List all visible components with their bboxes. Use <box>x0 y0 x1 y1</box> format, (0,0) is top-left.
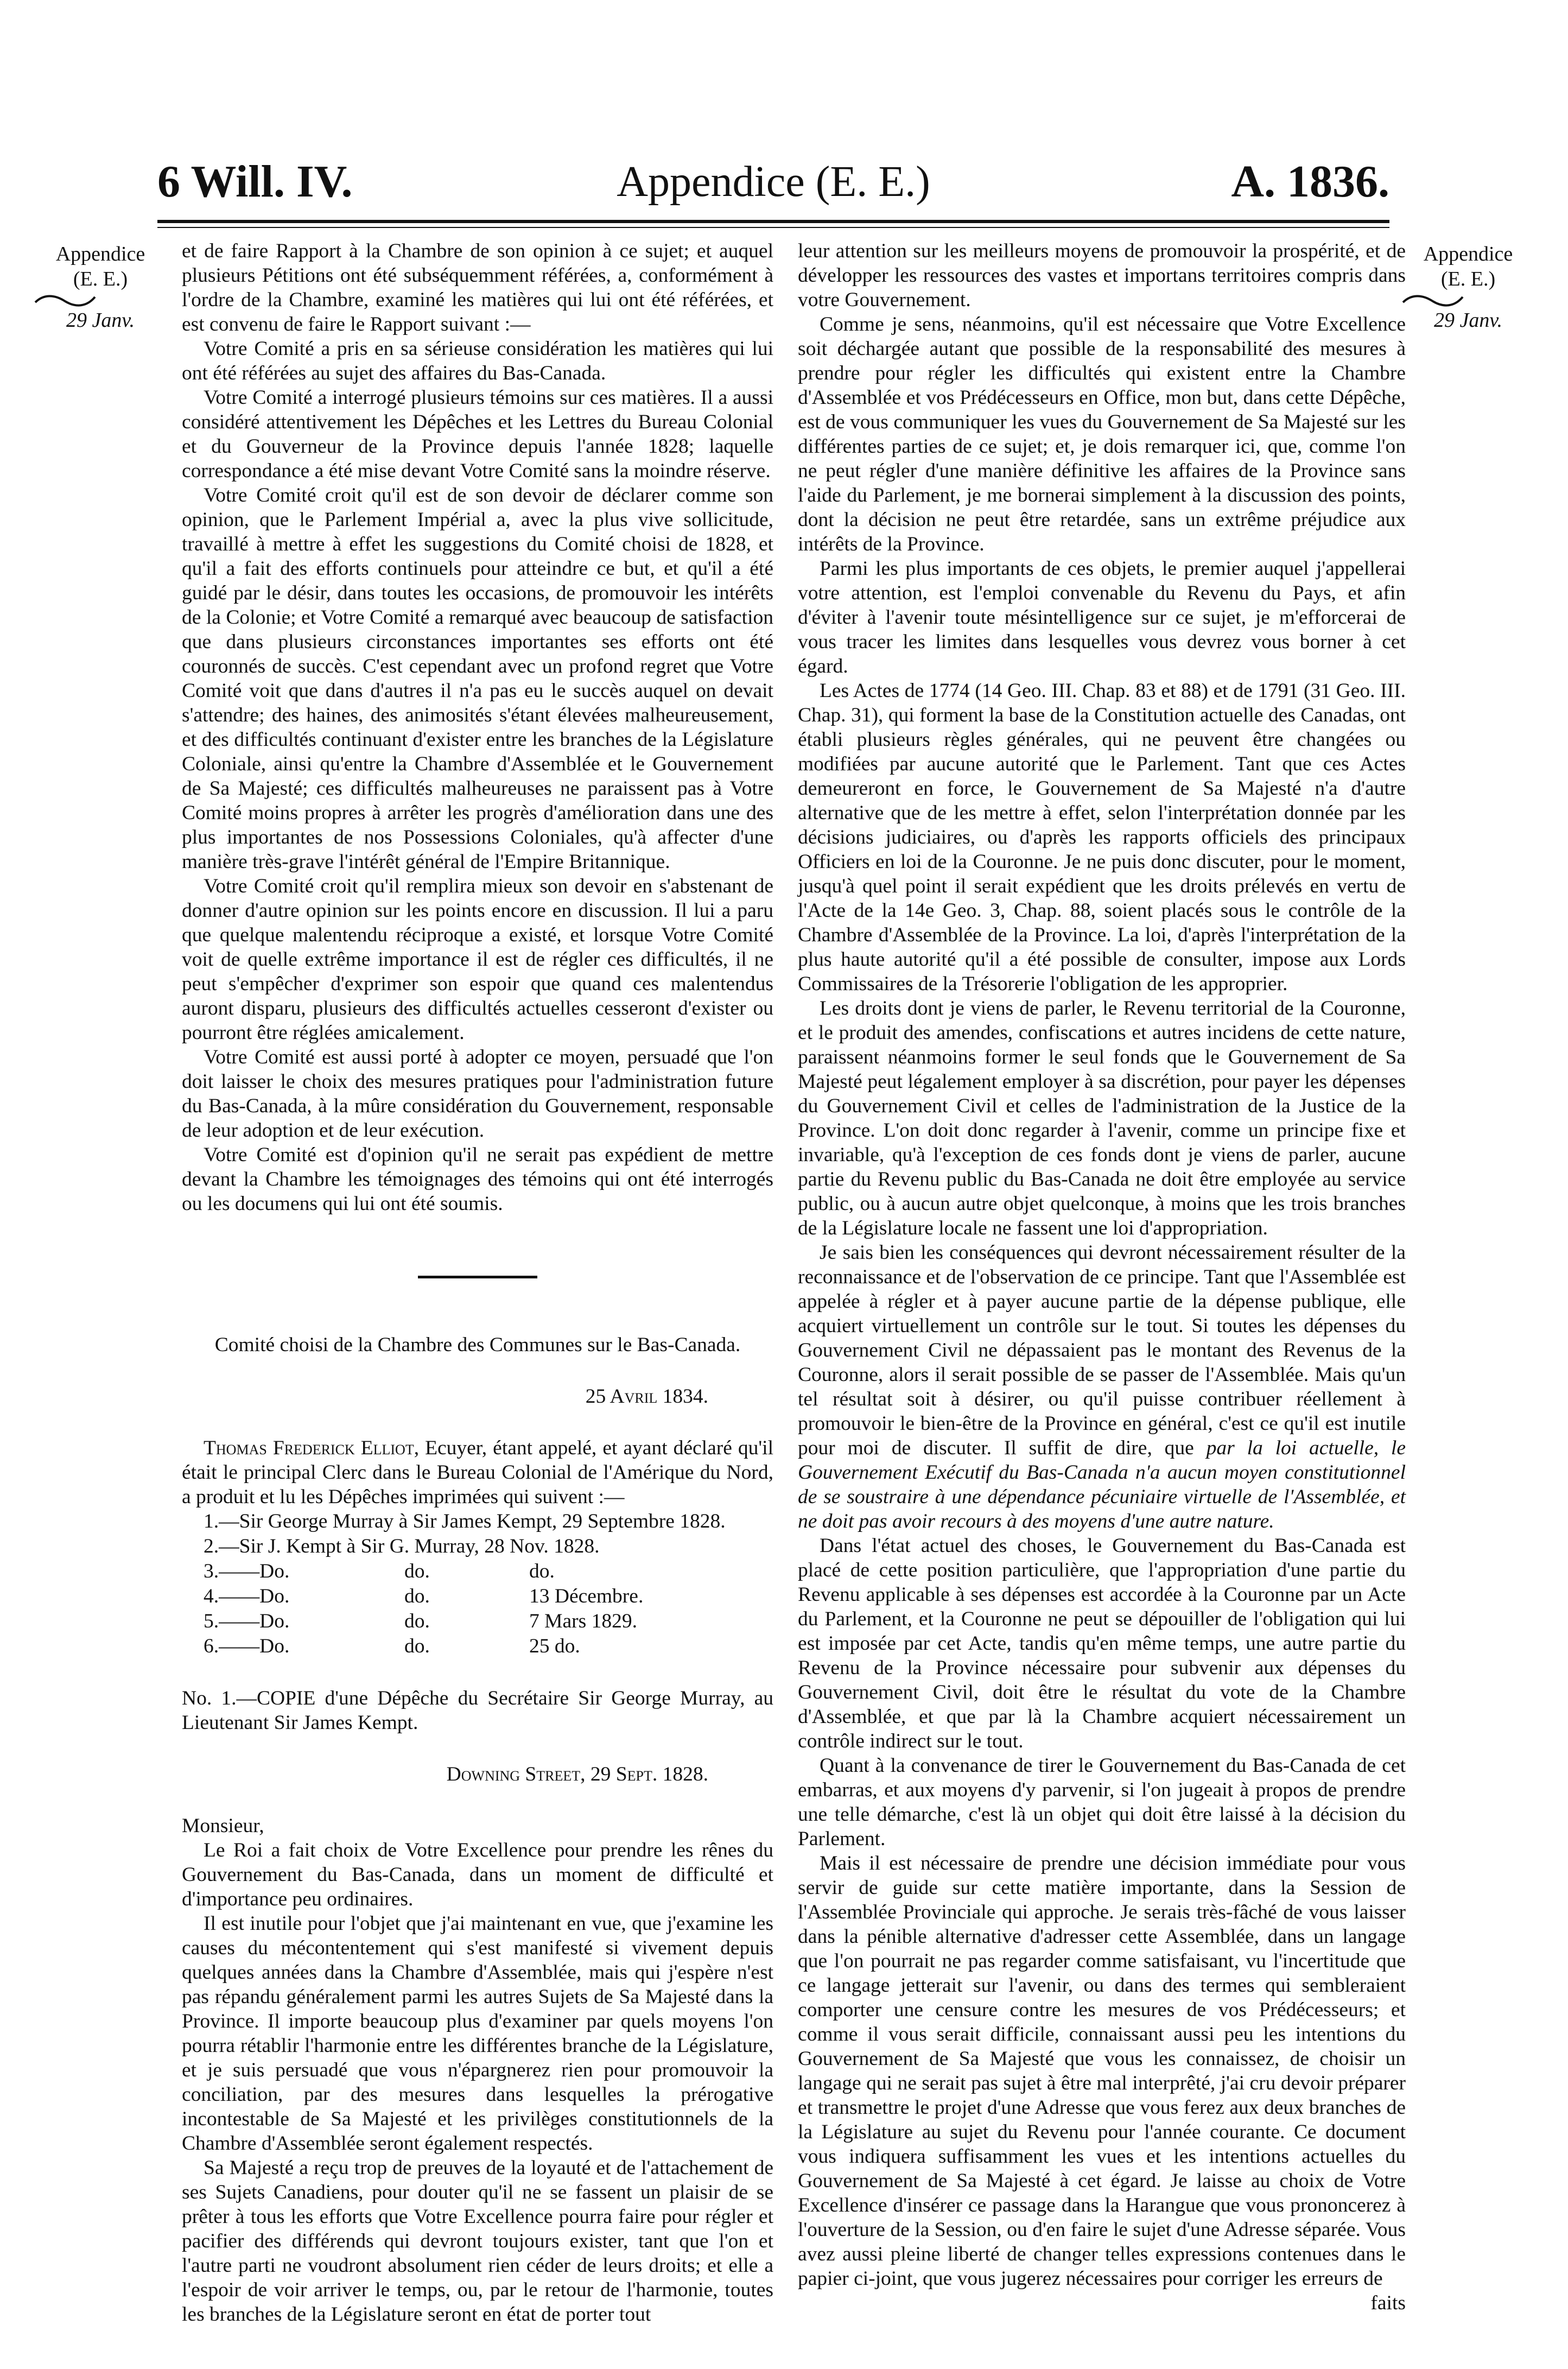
header-year: A. 1836. <box>1231 156 1389 207</box>
margin-note-right <box>1400 242 1536 333</box>
witness-text: , Ecuyer, étant appelé, et ayant déclaré qu'il était le principal Clerc dans le Bureau Colonial de l'Amérique du Nord, a produit et lu les Dépêches imprimées qui suivent :— <box>182 1437 773 1508</box>
paragraph: Votre Comité a interrogé plusieurs témoins sur ces matières. Il a aussi considéré attentivement les Dépêches et les Lettres du Bureau Colonial et du Gouverneur de la Province depuis l'année 1828; laquelle correspondance a été mise devant Votre Comité sans la moindre réserve. <box>182 387 773 482</box>
list-item: 1.—Sir George Murray à Sir James Kempt, 29 Septembre 1828. <box>204 1510 726 1532</box>
swash-ornament-icon <box>1400 292 1465 308</box>
paragraph: Votre Comité croit qu'il est de son devoir de déclarer comme son opinion, que le Parlement Impérial a, avec la plus vive sollicitude, travaillé à mettre à effet les suggestions du Comité choisi de 1828, et qu'il a fait des efforts continuels pour atteindre ce but, et qu'il a été guidé par le désir, dans toutes les occasions, de promouvoir les intérêts de la Colonie; et Votre Comité a remarqué avec beaucoup de satisfaction que dans plusieurs circonstances importantes ses efforts ont été couronnés de succès. C'est cependant avec un profond regret que Votre Comité voit que dans d'autres il n'a pas eu le succès auquel on devait s'attendre; des haines, des animosités s'étant élevées malheureusement, et des difficultés continuant d'exister entre les branches de la Législature Coloniale, ainsi qu'entre la Chambre d'Assemblée et le Gouvernement de Sa Majesté; ces difficultés malheureuses ne paraissent pas à Votre Comité moins propres à arrêter les progrès d'amélioration dans une des plus importantes de nos Possessions Coloniales, qu'à affecter d'une manière très-grave l'intérêt général de l'Empire Britannique. <box>182 484 773 873</box>
list-item: 2.—Sir J. Kempt à Sir G. Murray, 28 Nov. 1828. <box>204 1535 600 1557</box>
margin-date: 29 Janv. <box>1434 309 1502 332</box>
header-rule-thin <box>157 227 1389 228</box>
paragraph: Parmi les plus importants de ces objets, le premier auquel j'appellerai votre attention, est l'emploi convenable du Revenu du Pays, et afin d'éviter à l'avenir toute mésintelligence sur ce sujet, je m'efforcerai de vous tracer les limites dans lesquelles vous devrez vous borner à cet égard. <box>798 558 1406 677</box>
witness-paragraph <box>182 1436 773 1509</box>
list-item: 4.——Do. do. 13 Décembre. <box>204 1585 644 1607</box>
paragraph: Dans l'état actuel des choses, le Gouvernement du Bas-Canada est placé de cette position particulière, que l'appropriation d'une partie du Revenu applicable à ses dépenses est accordée à la Couronne par un Acte du Parlement, et la Couronne ne peut se dépouiller de l'obligation qui lui est imposée par cet Acte, tandis qu'en même temps, une autre partie du Revenu de la Province nécessaire pour subvenir aux dépenses du Gouvernement Civil, doit être le résultat du vote de la Chambre d'Assemblée, et que par là la Chambre acquiert nécessairement un contrôle indirect sur le tout. <box>798 1535 1406 1752</box>
despatch-list <box>204 1509 773 1659</box>
paragraph: Sa Majesté a reçu trop de preuves de la loyauté et de l'attachement de ses Sujets Canadiens, pour douter qu'il ne se fassent un plaisir de se prêter à tous les efforts que Votre Excellence pourra faire pour régler et pacifier des différends qui devront toujours exister, tant que l'on et l'autre parti ne voudront absolument rien céder de leurs droits; et elle a l'espoir de voir arriver le temps, ou, par le retour de l'harmonie, toutes les branches de la Législature seront en état de porter tout <box>182 2157 773 2326</box>
header-rule-thick <box>157 220 1389 223</box>
salutation: Monsieur, <box>182 1815 264 1837</box>
paragraph: Votre Comité a pris en sa sérieuse considération les matières qui lui ont été référées au sujet des affaires du Bas-Canada. <box>182 338 773 384</box>
list-item: 3.——Do. do. do. <box>204 1560 555 1582</box>
paragraph: Mais il est nécessaire de prendre une décision immédiate pour vous servir de guide sur cette matière importante, dans la Session de l'Assemblée Provinciale qui approche. Je serais très-fâché de vous laisser dans la pénible alternative d'adresser cette Assemblée, dans un langage que l'on pourrait ne pas regarder comme satisfaisant, vu l'incertitude que ce langage jetterait sur l'avenir, ou dans des termes qui sembleraient comporter une censure contre les mesures de vos Prédécesseurs; et comme il vous serait difficile, connaissant aussi peu les intentions du Gouvernement de Sa Majesté que vous les connaissez, de choisir un langage qui ne serait pas sujet à être mal interprêté, j'ai cru devoir préparer et transmettre le projet d'une Adresse que vous ferez aux deux branches de la Législature au sujet du Revenu pour l'année courante. Ce document vous indiquera suffisamment les vues et les intentions actuelles du Gouvernement de Sa Majesté à cet égard. Je laisse au choix de Votre Excellence d'insérer ce passage dans la Harangue que vous prononcerez à l'ouverture de la Session, ou d'en faire le sujet d'une Adresse séparée. Vous avez aussi pleine liberté de changer telles expressions contenues dans le papier ci-joint, que vous jugerez nécessaires pour corriger les erreurs de <box>798 1852 1406 2290</box>
paragraph: Les Actes de 1774 (14 Geo. III. Chap. 83 et 88) et de 1791 (31 Geo. III. Chap. 31), qui forment la base de la Constitution actuelle des Canadas, ont établi plusieurs règles générales, qui ne peuvent être changées ou modifiées par aucune autorité que le Parlement. Tant que ces Actes demeureront en force, le Gouvernement de Sa Majesté n'a d'autre alternative que de les mettre à effet, selon l'interprétation donnée par les décisions judiciaires, ou d'après les rapports officiels des principaux Officiers en loi de la Couronne. Je ne puis donc discuter, pour le moment, jusqu'à quel point il serait expédient que les droits prélevés en vertu de l'Acte de la 14e Geo. 3, Chap. 88, soient placés sous le contrôle de la Chambre d'Assemblée de la Province. La loi, d'après l'interprétation de la plus haute autorité qu'il a été possible de consulter, impose aux Lords Commissaires de la Trésorerie l'obligation de les approprier. <box>798 680 1406 995</box>
paragraph: Comme je sens, néanmoins, qu'il est nécessaire que Votre Excellence soit déchargée autant que possible de la responsabilité des mesures à prendre pour régler les difficultés qui existent entre la Chambre d'Assemblée et vos Prédécesseurs en Office, mon but, dans cette Dépêche, est de vous communiquer les vues du Gouvernement de Sa Majesté sur les différentes parties de ce sujet; et, je dois remarquer ici, que, comme l'on ne peut régler d'une manière définitive les affaires de la Province sans l'aide du Parlement, je me bornerai simplement à la discussion des points, dont la décision ne peut être retardée, sans un extrême préjudice aux intérêts de la Province. <box>798 313 1406 555</box>
margin-code: (E. E.) <box>73 268 128 290</box>
list-item: 5.——Do. do. 7 Mars 1829. <box>204 1610 637 1632</box>
paragraph: Quant à la convenance de tirer le Gouvernement du Bas-Canada de cet embarras, et aux moyens d'y parvenir, si l'on jugeait à propos de prendre une telle démarche, c'est là un objet qui doit être laissé à la décision du Parlement. <box>798 1754 1406 1850</box>
margin-code: (E. E.) <box>1440 268 1496 290</box>
letter-place-date: Downing Street, 29 Sept. 1828. <box>446 1763 708 1785</box>
margin-date: 29 Janv. <box>66 309 135 332</box>
paragraph: leur attention sur les meilleurs moyens de promouvoir la prospérité, et de développer les ressources des vastes et importans territoires compris dans votre Gouvernement. <box>798 240 1406 311</box>
paragraph: Les droits dont je viens de parler, le Revenu territorial de la Couronne, et le produit des amendes, confiscations et autres incidens de cette nature, paraissent néanmoins former le seul fonds que le Gouvernement de Sa Majesté peut légalement employer à sa discrétion, pour payer les dépenses du Gouvernement Civil et celles de l'administration de la Justice de la Province. L'on doit donc regarder à l'avenir, comme un principe fixe et invariable, qu'à l'exception de ces fonds dont je viens de parler, aucune partie du Revenu public du Bas-Canada ne doit être employée au service public, ou à aucun autre objet quelconque, à moins que les trois branches de la Législature locale ne fassent une loi d'appropriation. <box>798 997 1406 1239</box>
paragraph: Votre Comité est aussi porté à adopter ce moyen, persuadé que l'on doit laisser le choix des mesures pratiques pour l'administration future du Bas-Canada, à la mûre considération du Gouvernement, responsable de leur adoption et de leur exécution. <box>182 1046 773 1142</box>
copy-heading: No. 1.—COPIE d'une Dépêche du Secrétaire Sir George Murray, au Lieutenant Sir James Kempt. <box>182 1687 773 1734</box>
margin-appendice: Appendice <box>1423 243 1513 265</box>
header-session: 6 Will. IV. <box>157 156 353 207</box>
section-divider <box>418 1276 537 1278</box>
swash-ornament-icon <box>33 292 98 308</box>
paragraph: Le Roi a fait choix de Votre Excellence pour prendre les rênes du Gouvernement du Bas-Canada, dans un moment de difficulté et d'importance peu ordinaires. <box>182 1839 773 1910</box>
paragraph: Votre Comité croit qu'il remplira mieux son devoir en s'abstenant de donner d'autre opinion sur les points encore en discussion. Il lui a paru que quelque malentendu réciproque a existé, et lorsque Votre Comité voit de quelle extrême importance il est de régler ces difficultés, il ne peut s'empêcher d'exprimer son espoir que quand ces malentendus auront disparu, plusieurs des difficultés actuelles cesseront d'exister ou pourront être réglées amicalement. <box>182 875 773 1044</box>
page-header <box>157 155 1389 214</box>
catchword: faits <box>1370 2292 1406 2314</box>
paragraph: et de faire Rapport à la Chambre de son opinion à ce sujet; et auquel plusieurs Pétitions ont été subséquemment référées, a, conformément à l'ordre de la Chambre, examiné les matières qui lui ont été référées, et est convenu de faire le Rapport suivant :— <box>182 240 773 335</box>
committee-title: Comité choisi de la Chambre des Communes sur le Bas-Canada. <box>214 1334 741 1356</box>
margin-appendice: Appendice <box>55 243 145 265</box>
date-line: 25 Avril 1834. <box>585 1385 708 1408</box>
right-column <box>798 239 1406 2315</box>
header-appendix-title: Appendice (E. E.) <box>617 158 930 206</box>
italic-passage: par la loi actuelle, le Gouvernement Exécutif du Bas-Canada n'a aucun moyen constitutionnel de se soustraire à une dépendance pécuniaire virtuelle de l'Assemblée, et ne doit pas avoir recours à des moyens d'une autre nature. <box>798 1437 1406 1532</box>
witness-name: Thomas Frederick Elliot <box>204 1437 414 1459</box>
paragraph: Il est inutile pour l'objet que j'ai maintenant en vue, que j'examine les causes du mécontentement qui s'est manifesté si vivement depuis quelques années dans la Chambre d'Assemblée, mais qui j'espère n'est pas répandu généralement parmi les autres Sujets de Sa Majesté dans la Province. Il importe beaucoup plus d'examiner par quels moyens l'on pourra rétablir l'harmonie entre les différentes branche de la Législature, et je suis persuadé que vous n'épargnerez rien pour promouvoir la conciliation, par des mesures dans lesquelles la prérogative incontestable de Sa Majesté et les privilèges constitutionnels de la Chambre d'Assemblée seront également respectés. <box>182 1912 773 2155</box>
paragraph: Je sais bien les conséquences qui devront nécessairement résulter de la reconnaissance et de l'observation de ce principe. Tant que l'Assemblée est appelée à régler et à payer aucune partie de la dépense publique, elle acquiert virtuellement un contrôle sur le tout. Si toutes les dépenses du Gouvernement Civil ne dépassaient pas le montant des Revenus de la Couronne, alors il serait possible de se passer de l'Assemblée. Mais qu'un tel résultat soit à désirer, ou qu'il puisse contribuer réellement à promouvoir le bien-être de la Province en général, c'est ce qu'il est inutile pour moi de discuter. Il suffit de dire, que par la loi actuelle, le Gouvernement Exécutif du Bas-Canada n'a aucun moyen constitutionnel de se soustraire à une dépendance pécuniaire virtuelle de l'Assemblée, et ne doit pas avoir recours à des moyens d'une autre nature. <box>798 1241 1406 1532</box>
margin-note-left <box>33 242 168 333</box>
paragraph: Votre Comité est d'opinion qu'il ne serait pas expédient de mettre devant la Chambre les témoignages des témoins qui ont été interrogés ou les documens qui lui ont été soumis. <box>182 1144 773 1215</box>
left-column <box>182 239 773 2327</box>
list-item: 6.——Do. do. 25 do. <box>204 1635 580 1657</box>
